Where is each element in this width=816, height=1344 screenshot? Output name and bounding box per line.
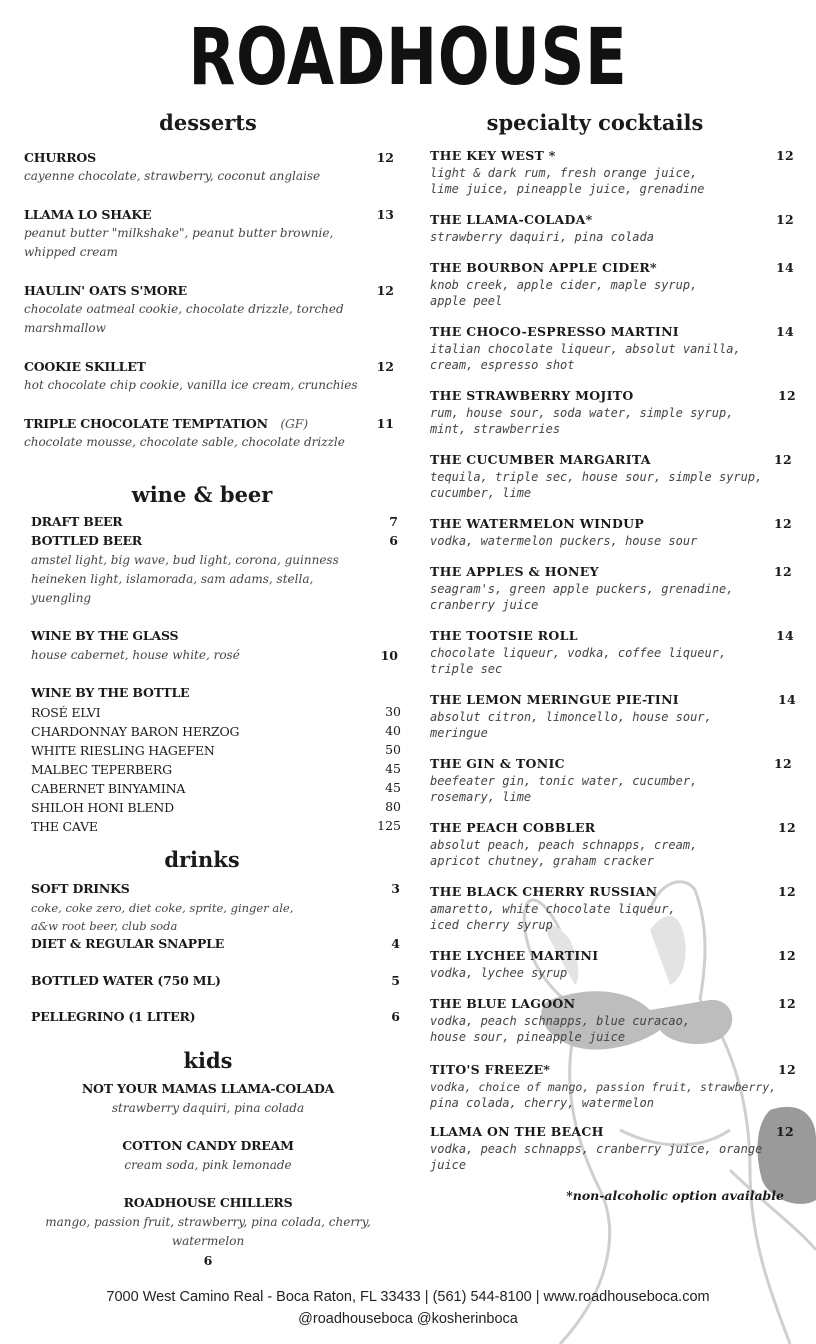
cocktail-desc: italian chocolate liqueur, absolut vanilla, xyxy=(430,342,741,356)
cocktail-price: 12 xyxy=(774,516,792,531)
cocktail-desc: strawberry daquiri, pina colada xyxy=(430,230,654,244)
cocktail-desc: mint, strawberries xyxy=(430,422,561,436)
cocktail-name: THE TOOTSIE ROLL xyxy=(430,628,578,643)
footer-social: @roadhouseboca @kosherinboca xyxy=(298,1311,518,1327)
menu-item-name: BOTTLED BEER xyxy=(31,533,142,548)
cocktail-price: 12 xyxy=(774,452,792,467)
cocktail-desc: knob creek, apple cider, maple syrup, xyxy=(430,278,698,292)
list-item: MALBEC TEPERBERG 45 xyxy=(31,761,401,777)
menu-item-price: 12 xyxy=(376,150,394,165)
menu-item-name: CHURROS xyxy=(24,150,96,165)
cocktail-name: THE LYCHEE MARTINI xyxy=(430,948,599,963)
non-alcoholic-note: *non-alcoholic option available xyxy=(566,1188,784,1203)
menu-item-name: COOKIE SKILLET xyxy=(24,359,146,374)
cocktail-desc: amaretto, white chocolate liqueur, xyxy=(430,902,676,916)
cocktail-desc: vodka, choice of mango, passion fruit, strawberry, xyxy=(430,1080,777,1094)
cocktail-desc: vodka, watermelon puckers, house sour xyxy=(430,534,698,548)
menu-item-name: COTTON CANDY DREAM xyxy=(122,1138,294,1153)
list-item: WHITE RIESLING HAGEFEN 50 xyxy=(31,742,401,758)
cocktail-price: 12 xyxy=(774,756,792,771)
footer-address: 7000 West Camino Real - Boca Raton, FL 33433 | (561) 544-8100 | www.roadhouseboca.com xyxy=(106,1289,710,1305)
cocktail-name: TITO'S FREEZE* xyxy=(430,1062,551,1077)
cocktail-name: THE PEACH COBBLER xyxy=(430,820,596,835)
menu-item-name: DIET & REGULAR SNAPPLE xyxy=(31,936,225,951)
cocktail-desc: pina colada, cherry, watermelon xyxy=(430,1096,654,1110)
menu-item-price: 10 xyxy=(380,648,398,663)
section-title-wine-beer: wine & beer xyxy=(131,482,273,507)
menu-item-price: 11 xyxy=(376,416,394,431)
cocktail-desc: house sour, pineapple juice xyxy=(430,1030,626,1044)
cocktail-desc: lime juice, pineapple juice, grenadine xyxy=(430,182,705,196)
cocktail-name: THE WATERMELON WINDUP xyxy=(430,516,645,531)
cocktail-name: LLAMA ON THE BEACH xyxy=(430,1124,604,1139)
list-item: CABERNET BINYAMINA 45 xyxy=(31,780,401,796)
menu-item-name: HAULIN' OATS S'MORE xyxy=(24,283,187,298)
menu-item-desc: amstel light, big wave, bud light, corona, guinness heineken light, islamorada, sam adams, stella, yuengling xyxy=(31,553,339,605)
list-item: SHILOH HONI BLEND 80 xyxy=(31,799,401,815)
menu-item-desc: cayenne chocolate, strawberry, coconut anglaise xyxy=(24,169,321,183)
gluten-free-tag: (GF) xyxy=(280,416,308,431)
cocktail-desc: chocolate liqueur, vodka, coffee liqueur, xyxy=(430,646,727,660)
cocktail-price: 12 xyxy=(776,212,794,227)
list-item: ROSÉ ELVI 30 xyxy=(31,704,401,720)
cocktail-name: THE LEMON MERINGUE PIE-TINI xyxy=(430,692,679,707)
list-item: THE CAVE 125 xyxy=(31,818,401,834)
cocktail-desc: beefeater gin, tonic water, cucumber, xyxy=(430,774,698,788)
section-title-drinks: drinks xyxy=(164,847,240,872)
menu-item-price: 6 xyxy=(203,1253,213,1268)
cocktail-desc: rosemary, lime xyxy=(430,790,532,804)
cocktail-name: THE CHOCO-ESPRESSO MARTINI xyxy=(430,324,679,339)
section-title-specialty-cocktails: specialty cocktails xyxy=(486,110,704,135)
cocktail-price: 14 xyxy=(776,628,794,643)
cocktail-price: 12 xyxy=(778,388,796,403)
menu-item-name: WINE BY THE GLASS xyxy=(31,628,179,643)
menu-item-name: PELLEGRINO (1 LITER) xyxy=(31,1009,196,1024)
cocktail-price: 12 xyxy=(776,1124,794,1139)
cocktail-price: 14 xyxy=(776,324,794,339)
menu-item-desc: strawberry daquiri, pina colada xyxy=(111,1101,305,1115)
cocktail-desc: tequila, triple sec, house sour, simple syrup, xyxy=(430,470,763,484)
wine-bottle-list xyxy=(31,702,401,835)
cocktail-price: 12 xyxy=(778,948,796,963)
cocktail-desc: seagram's, green apple puckers, grenadine, xyxy=(430,582,734,596)
cocktail-desc: vodka, peach schnapps, blue curacao, xyxy=(430,1014,691,1028)
cocktail-name: THE BOURBON APPLE CIDER* xyxy=(430,260,657,275)
menu-item-desc: house cabernet, house white, rosé xyxy=(31,648,240,662)
section-title-kids: kids xyxy=(183,1048,233,1073)
menu-item-desc: a&w root beer, club soda xyxy=(31,919,178,933)
cocktail-desc: vodka, lychee syrup xyxy=(430,966,568,980)
menu-item-price: 7 xyxy=(389,514,398,529)
cocktail-price: 12 xyxy=(778,1062,796,1077)
cocktail-desc: iced cherry syrup xyxy=(430,918,553,932)
menu-item-price: 3 xyxy=(391,881,400,896)
cocktail-price: 12 xyxy=(776,148,794,163)
menu-item-desc: hot chocolate chip cookie, vanilla ice cream, crunchies xyxy=(24,378,358,392)
menu-item-name: SOFT DRINKS xyxy=(31,881,130,896)
cocktail-desc: absolut peach, peach schnapps, cream, xyxy=(430,838,698,852)
cocktail-name: THE BLACK CHERRY RUSSIAN xyxy=(430,884,658,899)
cocktail-name: THE GIN & TONIC xyxy=(430,756,565,771)
menu-item-desc: chocolate oatmeal cookie, chocolate drizzle, torched marshmallow xyxy=(24,302,344,335)
cocktail-desc: light & dark rum, fresh orange juice, xyxy=(430,166,698,180)
cocktail-desc: absolut citron, limoncello, house sour, xyxy=(430,710,712,724)
menu-item-price: 6 xyxy=(391,1009,400,1024)
menu-item-name: NOT YOUR MAMAS LLAMA-COLADA xyxy=(81,1081,335,1096)
cocktail-desc: juice xyxy=(430,1158,467,1172)
section-title-desserts: desserts xyxy=(159,110,257,135)
cocktail-price: 12 xyxy=(778,820,796,835)
menu-item-name: BOTTLED WATER (750 ML) xyxy=(31,973,221,988)
menu-item-price: 5 xyxy=(391,973,400,988)
cocktail-price: 12 xyxy=(778,996,796,1011)
menu-item-desc: peanut butter "milkshake", peanut butter brownie, whipped cream xyxy=(24,226,334,259)
brand-logo: ROADHOUSE xyxy=(188,13,628,103)
cocktail-desc: meringue xyxy=(430,726,488,740)
cocktail-price: 14 xyxy=(778,692,796,707)
cocktail-desc: cranberry juice xyxy=(430,598,539,612)
menu-item-name: LLAMA LO SHAKE xyxy=(24,207,152,222)
cocktail-desc: apricot chutney, graham cracker xyxy=(430,854,654,868)
menu-item-name: TRIPLE CHOCOLATE TEMPTATION (GF) xyxy=(24,416,308,431)
cocktail-name: THE BLUE LAGOON xyxy=(430,996,576,1011)
menu-item-price: 13 xyxy=(376,207,394,222)
menu-item-name: DRAFT BEER xyxy=(31,514,123,529)
menu-item-price: 12 xyxy=(376,359,394,374)
cocktail-name: THE LLAMA-COLADA* xyxy=(430,212,593,227)
menu-item-desc: coke, coke zero, diet coke, sprite, ginger ale, xyxy=(31,901,294,915)
cocktail-name: THE STRAWBERRY MOJITO xyxy=(430,388,634,403)
cocktail-price: 14 xyxy=(776,260,794,275)
cocktail-desc: vodka, peach schnapps, cranberry juice, orange xyxy=(430,1142,763,1156)
cocktail-desc: rum, house sour, soda water, simple syrup, xyxy=(430,406,734,420)
cocktail-name: THE APPLES & HONEY xyxy=(430,564,599,579)
list-item: CHARDONNAY BARON HERZOG 40 xyxy=(31,723,401,739)
menu-item-name: WINE BY THE BOTTLE xyxy=(31,685,190,700)
menu-item-name: ROADHOUSE CHILLERS xyxy=(123,1195,293,1210)
cocktail-name: THE CUCUMBER MARGARITA xyxy=(430,452,651,467)
cocktail-desc: apple peel xyxy=(430,294,503,308)
cocktail-price: 12 xyxy=(774,564,792,579)
cocktail-desc: triple sec xyxy=(430,662,503,676)
cocktail-name: THE KEY WEST * xyxy=(430,148,556,163)
menu-item-desc: chocolate mousse, chocolate sable, chocolate drizzle xyxy=(24,435,345,449)
menu-item-price: 6 xyxy=(389,533,398,548)
menu-item-desc: mango, passion fruit, strawberry, pina colada, cherry, watermelon xyxy=(45,1215,371,1248)
cocktail-desc: cucumber, lime xyxy=(430,486,532,500)
menu-item-price: 4 xyxy=(391,936,400,951)
menu-item-desc: cream soda, pink lemonade xyxy=(124,1158,292,1172)
cocktail-price: 12 xyxy=(778,884,796,899)
menu-item-price: 12 xyxy=(376,283,394,298)
cocktail-desc: cream, espresso shot xyxy=(430,358,575,372)
